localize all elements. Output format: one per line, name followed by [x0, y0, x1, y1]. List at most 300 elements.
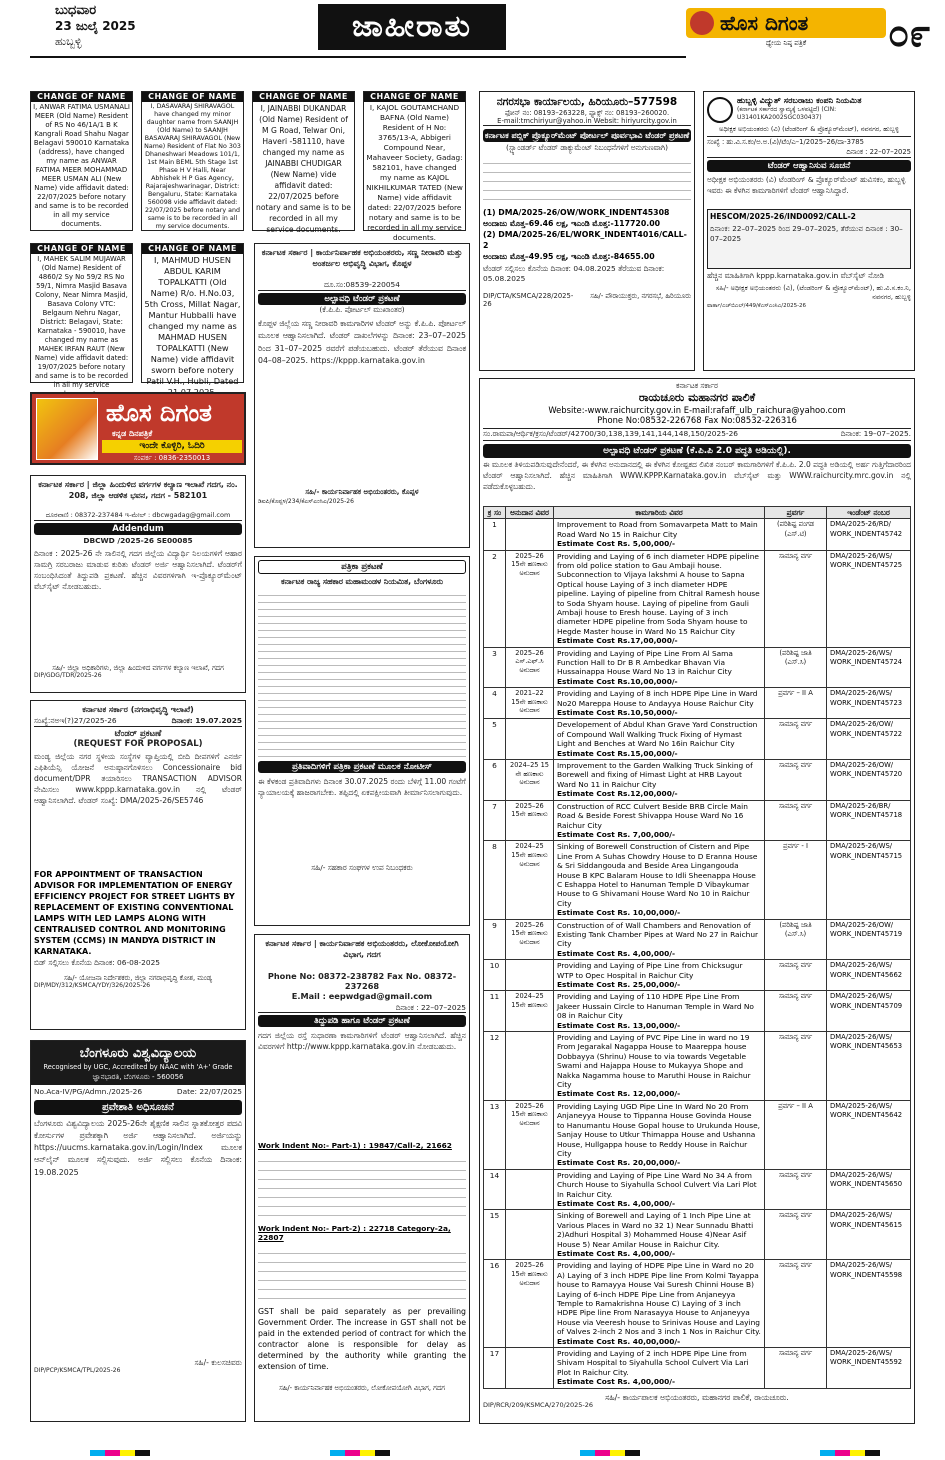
ad-ref: ಸಂಖ್ಯೆ:ನಅಇ(?)27/2025-26 [34, 716, 117, 725]
col-serial: ಕ್ರ ಸಂ [484, 506, 506, 518]
row-category-text: (ಪರಿಶಿಷ್ಟ ಪಂಗಡ (ಎಸ್.ಟಿ) [777, 520, 814, 538]
row-grant [506, 1260, 554, 1348]
row-indent-text: DMA/2025-26/WS/ WORK_INDENT45725 [830, 551, 903, 569]
hescom-ref: ಸಂಖ್ಯೆ : ಹು.ವಿ.ಸ.ಕಂ/ಅ.ಅ.(ವಿ)/ಟೆಂ/ಎ–1/2025–26/ದಾ-3785 [707, 138, 864, 146]
hiriyur-text-block [483, 155, 691, 207]
ad-heading: Addendum [34, 523, 242, 535]
press-sign: ಸಹಿ/- ಸಹಕಾರ ಸಂಘಗಳ ಉಪ ನಿಬಂಧಕರು [311, 863, 413, 873]
row-grant [506, 760, 554, 801]
ad-tender-no: DBCWD /2025-26 SE00085 [83, 535, 193, 545]
row-indent-text: DMA/2025-26/WS/ WORK_INDENT45709 [830, 992, 903, 1010]
hiriyur-item-4: ಅಂದಾಜು ಮೊತ್ತ–49.95 ಲಕ್ಷ, ಇಎಂಡಿ ಮೊತ್ತ:-84655.00 [483, 252, 655, 262]
notice-heading: ಪ್ರತಿವಾದಿಗಳಿಗೆ ಪತ್ರಿಕಾ ಪ್ರಕಟಣೆ ಮೂಲಕ ನೋಟೀಸ್ [258, 761, 466, 773]
row-serial [484, 519, 506, 550]
row-work [554, 919, 765, 960]
row-serial-text: 10 [489, 961, 500, 971]
masthead-left [55, 3, 265, 59]
section-title: ಜಾಹೀರಾತು [318, 4, 506, 50]
row-indent [827, 919, 911, 960]
row-work-text: Providing and Laying of 6 inch diameter HDPE pipeline from old police station to Gau Ambaji house. Subconnection to Vijaya lakshmi A house to Sapna Optical house Laying of 3 inch diameter HDPE pipeline. Laying of pipeline from Chitral Ramesh house to Soda Shyam house. Laying of pipeline from Gauli Ambaji house to Eresh house. Laying of 3 inch diameter HDPE pipeline from Soda Shyam house to Hegde Master house in Ward No 15 Raichur City [557, 551, 760, 636]
koppal-tender-ad [254, 243, 470, 548]
row-category-text: ಸಾಮಾನ್ಯ ವರ್ಗ [778, 801, 813, 810]
ad-subtitle: ಕನ್ನಡ ದಿನಪತ್ರಿಕೆ [112, 429, 153, 438]
row-work-text: Improvement to Road from Somavarpeta Matt to Main Road Ward No 15 in Raichur City [557, 520, 758, 539]
table-row [484, 841, 911, 919]
logo-tagline: ಧ್ಯೇಯ ನಿಷ್ಠ ಪತ್ರಿಕೆ [765, 39, 807, 47]
row-cost: Estimate Cost Rs. 4,00,000/- [557, 1248, 676, 1258]
row-indent [827, 519, 911, 550]
row-work [554, 647, 765, 688]
newspaper-logo [686, 8, 886, 58]
change-of-name-ad-4 [363, 91, 466, 242]
row-serial-text: 13 [489, 1101, 500, 1111]
row-work-text: Providing and Laying of 110 HDPE Pipe Line From Jakeer Hussain Circle to Hanuman Temple in Ward No 08 in Raichur City [557, 992, 754, 1021]
row-work [554, 991, 765, 1032]
pwd-body: ಗದಗ ಜಿಲ್ಲೆಯ ರಸ್ತೆ ಸುಧಾರಣಾ ಕಾಮಗಾರಿಗಳಿಗೆ ಟೆಂಡರ್ ಆಹ್ವಾನಿಸಲಾಗಿದೆ. ಹೆಚ್ಚಿನ ವಿವರಗಳಿಗೆ http://www.kppp.karnataka.gov.in ನೋಡಬಹುದು. [258, 1031, 466, 1052]
hiriyur-tender-ad [479, 91, 695, 371]
row-category [765, 800, 827, 841]
row-grant [506, 841, 554, 919]
row-serial-text: 5 [492, 720, 497, 730]
row-serial [484, 1032, 506, 1101]
bu-heading: ಪ್ರವೇಶಾತಿ ಅಧಿಸೂಚನೆ [34, 1100, 242, 1115]
change-of-name-ad-3 [252, 91, 355, 234]
logo-text: ಹೊಸ ದಿಗಂತ [720, 11, 809, 35]
press-text-block [258, 589, 466, 757]
raichur-ref: ಸಂ.ರಾಮಪಾ/ಆರ್ಥಿಕ/ಕ್ರಸಂ/ಟೆಂಡರ್/42700/30,138,139,141,144,148,150/2025-26 [483, 429, 738, 439]
raichur-date: ದಿನಾಂಕ: 19–07–2025. [840, 429, 911, 439]
raichur-works-table [483, 506, 911, 1389]
con-body: I, JAINABBI DUKANDAR (Old Name) Resident of M G Road, Telwar Oni, Haveri -581110, have changed my name as JAINABBI CHUDIGAR (New Name) vide affidavit dated: 22/07/2025 before notary and same is to be recorded in all my service documents. [256, 104, 351, 234]
row-category [765, 1348, 827, 1389]
registration-mark [90, 1450, 150, 1456]
table-row [484, 991, 911, 1032]
table-row [484, 760, 911, 801]
raichur-intro: ಈ ಮೂಲಕ ತಿಳಿಯಪಡಿಸುವುದೇನೆಂದರೆ, ಈ ಕೆಳಗಿನ ಅನುದಾನದಲ್ಲಿ ಈ ಕೆಳಗಿನ ಕೋಷ್ಟಕದ ಲಿಖಿತ ನಂಬರ್ ಕಾಮಗಾರಿಗಳಿಗೆ ಕೆ.ಪಿ.ಪಿ. 2.0 ಪದ್ಧತಿ ಅಡಿಯಲ್ಲಿ ಅರ್ಹ ಗುತ್ತಿಗೆದಾರರಿಂದ ಟೆಂಡರ್ ಆಹ್ವಾನಿಸಲಾಗಿದೆ. ಹೆಚ್ಚಿನ ಮಾಹಿತಿಗಾಗಿ WWW.KPPP.Karnataka.gov.in ವೆಬ್‌ಸೈಟ್ ಮತ್ತು WWW.raichurcity.mrc.gov.in ನಲ್ಲಿ ಪಡೆದುಕೊಳ್ಳಬಹುದು. [483, 459, 911, 491]
row-category-text: ಸಾಮಾನ್ಯ ವರ್ಗ [778, 992, 813, 1001]
row-grant [506, 1210, 554, 1260]
row-grant [506, 647, 554, 688]
con-header: CHANGE OF NAME [31, 92, 132, 102]
row-work [554, 1210, 765, 1260]
hiriyur-item-2: ಅಂದಾಜು ಮೊತ್ತ–69.46 ಲಕ್ಷ, ಇಎಂಡಿ ಮೊತ್ತ:-117720.00 [483, 219, 661, 229]
table-row [484, 1032, 911, 1101]
pwd-text-block-2 [258, 1245, 466, 1303]
hiriyur-phone: ಫೋನ್ ನಂ: 08193–263228, ಫ್ಯಾಕ್ಸ್ ನಂ: 08193–260020. [504, 109, 670, 117]
press-org: ಕರ್ನಾಟಕ ರಾಜ್ಯ ಸಹಕಾರ ಮಹಾಮಂಡಳ ನಿಯಮಿತ, ಬೆಂಗಳೂರು [281, 577, 443, 586]
bu-sign: ಸಹಿ/- ಕುಲಸಚಿವರು [194, 1357, 242, 1367]
row-category-text: ಪ್ರವರ್ಗ – II A [778, 689, 813, 698]
row-work-text: Providing and Laying of 2 inch HDPE Pipe Line from Shivam Hospital to Siyahulla School Culvert Via Lari Plot In Raichur City. [557, 1349, 749, 1377]
row-grant-text: 2025–26 15ನೇ ಹಣಕಾಸು ಅನುದಾನ [511, 1101, 548, 1128]
row-serial-text: 17 [489, 1349, 500, 1359]
hescom-web: ಹೆಚ್ಚಿನ ಮಾಹಿತಿಗಾಗಿ kppp.karnataka.gov.in ವೆಬ್‌ಸೈಟ್ ನೋಡಿ [707, 271, 885, 280]
row-indent [827, 1032, 911, 1101]
pwd-email: E.Mail : eepwdgad@gmail.com [291, 990, 433, 1001]
pwd-sign: ಸಹಿ/- ಕಾರ್ಯನಿರ್ವಾಹಕ ಅಭಿಯಂತರರು, ಲೋಕೋಪಯೋಗಿ ವಿಭಾಗ, ಗದಗ [279, 1384, 445, 1393]
ad-subject: FOR APPOINTMENT OF TRANSACTION ADVISOR FOR IMPLEMENTATION OF ENERGY EFFICIENCY PROJECT FOR STREET LIGHTS BY REPLACEMENT OF EXISTING CONVENTIONAL LAMPS WITH LED LAMPS ALONG WITH CENTRALISED CONTROL AND MONITORING SYSTEM (CCMS) IN MANDYA DISTRICT IN KARNATAKA. [34, 870, 235, 957]
row-work-text: Providing and Laying of PVC Pipe Line in ward no 19 From Jegarakal Nagappa House to Maareppa house Dobbayya (Shrinu) House to via towards Vegetable Swami and Hajappa House to Mukayya Shope and Nakka Nagamma house to Maruthi House in Raichur City [557, 1033, 751, 1090]
row-indent [827, 841, 911, 919]
row-category [765, 688, 827, 719]
newspaper-image-icon [36, 398, 98, 460]
row-grant-text: 2025–26 15ನೇ ಹಣಕಾಸು ಅನುದಾನ [511, 920, 548, 946]
col-work: ಕಾಮಗಾರಿಯ ವಿವರ [554, 506, 765, 518]
table-row [484, 1100, 911, 1169]
row-indent [827, 1210, 911, 1260]
row-cost: Estimate Cost Rs.10,50,000/- [557, 708, 678, 718]
row-category [765, 519, 827, 550]
ad-phone: ಸಂಪರ್ಕ : 0836-2350013 [133, 454, 211, 462]
row-serial [484, 550, 506, 647]
table-row [484, 1210, 911, 1260]
row-work-text: Providing and laying of HDPE Pipe Line in Ward no 20 A) Laying of 3 inch HDPE Pipe line From Kolmi Tayappa house to Ramayya House Vai Suresh Chinni House B) Laying of 6-inch HDPE Pipe Line from Anjaneyya Temple to Ramakrishna House C) Laying of 3 inch HDPE Pipe line From Narasayya House to Anjaneyya House via Veeresh house to Srinivas House and Laying of Valves 2-inch 2 Nos and 3 inch 1 Nos in Raichur City. [557, 1261, 761, 1337]
row-indent-text: DMA/2025-26/BR/ WORK_INDENT45718 [830, 801, 903, 820]
row-grant [506, 1100, 554, 1169]
hescom-address: ಅಧೀಕ್ಷಕ ಅಭಿಯಂತರರು (ವಿ) (ಟೆಂಡರಿಂಗ್ & ಪ್ರೊಕ್ಯೂರ್‌ಮೆಂಟ್), ನವನಗರ, ಹುಬ್ಬಳ್ಳಿ [719, 125, 899, 133]
row-category-text: ಸಾಮಾನ್ಯ ವರ್ಗ [778, 1349, 813, 1358]
row-cost: Estimate Cost Rs. 4,00,000/- [557, 1198, 676, 1208]
row-category [765, 719, 827, 760]
row-cost: Estimate Cost Rs.12,00,000/- [557, 789, 678, 799]
con-body: I, KAJOL GOUTAMCHAND BAFNA (Old Name) Resident of H No: 3765/13-A, Abbigeri Compound Near, Mahaveer Society, Gadag: 582101, have changed my name as KAJOL NIKHILKUMAR TATED (New Name) vide affidavit dated: 22/07/2025 before notary and same is to be recorded in all my service documents. [366, 103, 463, 242]
row-work [554, 688, 765, 719]
con-header: CHANGE OF NAME [142, 92, 243, 102]
raichur-org: ಕರ್ನಾಟಕ ಸರ್ಕಾರ [676, 381, 718, 390]
press-note-ad [254, 556, 470, 926]
row-serial [484, 1169, 506, 1210]
row-indent [827, 960, 911, 991]
hescom-body: ಅಧೀಕ್ಷಕ ಅಭಿಯಂತರರು (ವಿ) ಟೆಂಡರಿಂಗ್ & ಪ್ರೊಕ್ಯೂರ್‌ಮೆಂಟ್ ಹುವಿಸಕಂ, ಹುಬ್ಬಳ್ಳಿ ಇವರು ಈ ಕೆಳಗಿನ ಕಾಮಗಾರಿಗಳಿಗೆ ಟೆಂಡರ್ ಆಹ್ವಾನಿಸಿದ್ದಾರೆ. [707, 175, 906, 195]
con-body: I, DASAVARAJ SHIRAVAGOL have changed my minor daughter name from SAANJH (Old Name) to SAANJH BASAVARAJ SHIRAVAGOL (New Name) Resident of Flat No 303 Dhaneshwari Meadows 101/1, 1st Main BEML 5th Stage 1st Phase H V Halli, Near Abhishek H P Gas Agency, Rajarajeshwarinagar, District: Bengaluru, State: Karnataka 560098 vide affidavit dated: 22/07/2025 before notary and same is to be recorded in all my service documents. [144, 103, 241, 230]
row-serial-text: 8 [492, 842, 497, 852]
row-grant [506, 550, 554, 647]
row-grant-text: 2021–22 15ನೇ ಹಣಕಾಸು ಅನುದಾನ [511, 689, 548, 715]
hescom-tender-no: HESCOM/2025-26/IND0092/CALL-2 [710, 212, 856, 221]
row-indent-text: DMA/2025-26/WS/ WORK_INDENT45723 [830, 689, 903, 707]
change-of-name-ad-2 [141, 91, 244, 231]
hiriyur-heading: ಕರ್ನಾಟಕ ಪಬ್ಲಿಕ್ ಪ್ರೊಕ್ಯೂರ್‌ಮೆಂಟ್ ಪೋರ್ಟಲ್ ಪೂರ್ವಭಾವಿ ಟೆಂಡರ್ ಪ್ರಕಟಣೆ [484, 131, 690, 141]
raichur-tender-ad [479, 378, 915, 1424]
hiriyur-sub: (ಸ್ಟ್ಯಾಂಡರ್ಡ್ ಟೆಂಡರ್ ಡಾಕ್ಯುಮೆಂಟ್ ನಿಬಂಧನೆಗಳಿಗೆ ಅನುಗುಣವಾಗಿ) [506, 143, 668, 153]
row-category [765, 1032, 827, 1101]
row-serial-text: 6 [492, 761, 497, 771]
row-indent [827, 719, 911, 760]
hescom-dip: ವಾರ್ತಾ/ಎಚ್‌ಬಿಎಲ್/449/ಕೆಎಸ್‌ಎಂಸಿಎ/2025-26 [707, 302, 807, 309]
row-serial-text: 9 [492, 920, 497, 930]
raichur-phone: Phone No:08532-226768 Fax No:08532-226316 [597, 414, 797, 425]
raichur-dip: DIP/RCR/209/KSMCA/270/2025-26 [483, 1401, 593, 1409]
pwd-indent-2: Work Indent No:- Part-2) : 22718 Category-2a, 22807 [258, 1224, 451, 1243]
row-serial [484, 919, 506, 960]
hiriyur-item-1: (1) DMA/2025-26/OW/WORK_INDENT45308 [483, 208, 670, 218]
row-category-text: ಸಾಮಾನ್ಯ ವರ್ಗ [778, 1261, 813, 1270]
row-indent-text: DMA/2025-26/RD/ WORK_INDENT45742 [830, 520, 903, 538]
row-work [554, 719, 765, 760]
row-category-text: ಪ್ರವರ್ಗ - I [783, 842, 808, 851]
row-grant-text: 2024–25 15ನೇ ಹಣಕಾಸು ಅನುದಾನ [511, 842, 548, 868]
row-indent [827, 1100, 911, 1169]
row-serial [484, 1260, 506, 1348]
con-body: I, MAHMUD HUSEN ABDUL KARIM TOPALKATTI (Old Name) R/o. H.No.03, 5th Cross, Millat Nagar, Mantur Hubballi have changed my name as MAHMAD HUSEN TOPALKATTI (New Name) vide affidavit sworn before notery Patil V.H., Hubli, Dated [144, 255, 241, 386]
hiriyur-title: ನಗರಸಭಾ ಕಾರ್ಯಾಲಯ, ಹಿರಿಯೂರು–577598 [496, 96, 678, 108]
hescom-logo-icon [707, 97, 733, 123]
col-category: ಪ್ರವರ್ಗ [765, 506, 827, 518]
row-serial [484, 760, 506, 801]
con-body: I, ANWAR FATIMA USMANALI MEER (Old Name) Resident of RS No 46/1A/1 B K Kangrali Road Shahu Nagar Belagavi 590010 Karnataka (address), have changed my name as ANWAR FATIMA MEER MOHAMMAD MEER USMAN ALI (New Name) vide affidavit dated: 22/07/2025 before notary and same is to be recorded in all my service documents. [33, 103, 130, 228]
row-serial-text: 1 [492, 520, 497, 530]
row-indent-text: DMA/2025-26/OW/ WORK_INDENT45720 [830, 761, 903, 779]
row-category [765, 1260, 827, 1348]
pwd-text-block-1 [258, 1153, 466, 1223]
registration-mark [330, 1450, 390, 1456]
row-work [554, 519, 765, 550]
row-category [765, 550, 827, 647]
row-indent-text: DMA/2025-26/OW/ WORK_INDENT45719 [830, 920, 903, 938]
row-work [554, 1169, 765, 1210]
row-category [765, 991, 827, 1032]
change-of-name-ad-1 [30, 91, 133, 231]
con-header: CHANGE OF NAME [364, 92, 465, 102]
ad-subheading: (REQUEST FOR PROPOSAL) [73, 739, 203, 750]
bu-body: ಬೆಂಗಳೂರು ವಿಶ್ವವಿದ್ಯಾಲಯ 2025-26ನೇ ಶೈಕ್ಷಣಿಕ ಸಾಲಿನ ಸ್ನಾತಕೋತ್ತರ ಪದವಿ ಕೋರ್ಸುಗಳ ಪ್ರವೇಶಕ್ಕಾಗಿ ಅರ್ಜಿ ಆಹ್ವಾನಿಸಲಾಗಿದೆ. ಅರ್ಜಿಯನ್ನು https://uucms.karnataka.gov.in/Login/Index ಮೂಲಕ ಆನ್‌ಲೈನ್ ಮೂಲಕ ಸಲ್ಲಿಸುವುದು. ಅರ್ಜಿ ಸಲ್ಲಿಸಲು ಕೊನೆಯ ದಿನಾಂಕ: 19.08.2025 [34, 1118, 242, 1177]
masthead-day: ಬುಧವಾರ [55, 3, 97, 18]
row-serial-text: 11 [489, 992, 500, 1002]
ad-cta: ಇಂದೇ ಕೊಳ್ಳಿರಿ, ಓದಿರಿ [102, 440, 242, 453]
row-category-text: ಪ್ರವರ್ಗ – II A [778, 1101, 813, 1110]
row-work-text: Construction of RCC Culvert Beside BRB Circle Main Road & Beside Forest Shivappa House Ward No 16 Raichur City [557, 801, 748, 830]
bu-address: ಜ್ಞಾನಭಾರತಿ, ಬೆಂಗಳೂರು - 560056 [92, 1073, 184, 1081]
row-cost: Estimate Cost Rs. 5,00,000/- [557, 539, 676, 549]
registration-mark [580, 1450, 640, 1456]
table-row [484, 519, 911, 550]
ad-date: ದಿನಾಂಕ: 19.07.2025 [171, 716, 242, 725]
col-indent: ಇಂಡೆಂಟ್ ನಂಬರ [827, 506, 911, 518]
row-indent [827, 991, 911, 1032]
raichur-web: Website:-www.raichurcity.gov.in E-mail:rafaff_ulb_raichura@yahoo.com [548, 404, 846, 415]
row-work-text: Providing and Laying of Pipe Line From Al Sama Function Hall to Dr B R Ambedkar Bhavan Via Hussainappa House Ward No 13 in Raichur City [557, 648, 733, 677]
ad-body: ಮಂಡ್ಯ ಜಿಲ್ಲೆಯ ನಗರ ಸ್ಥಳೀಯ ಸಂಸ್ಥೆಗಳ ವ್ಯಾಪ್ತಿಯಲ್ಲಿ ಬೀದಿ ದೀಪಗಳಿಗೆ ಎನರ್ಜಿ ಎಫಿಶಿಯೆನ್ಸಿ ಯೋಜನೆ ಅನುಷ್ಠಾನಗೊಳಿಸಲು Concessionaire bid document/DPR ತಯಾರಿಸಲು TRANSACTION ADVISOR ನೇಮಿಸಲು www.kppp.karnataka.gov.in ನಲ್ಲಿ ಟೆಂಡರ್ ಆಹ್ವಾನಿಸಲಾಗಿದೆ. ಟೆಂಡರ್ ಸಂಖ್ಯೆ: DMA/2025-26/SE5746 [34, 752, 242, 806]
masthead-rule [30, 56, 686, 58]
masthead-date: 23 ಜುಲೈ 2025 [55, 19, 136, 33]
row-category [765, 919, 827, 960]
row-work-text: Sinking of Borewell and Laying of 1 Inch Pipe Line at Various Places in Ward no 32 1) Near Sunnadu Bhatti 2)Adhuri Hospital 3) Mohammed House 4)Near Asif House 5) Near Amilar House in Raichur City. [557, 1211, 754, 1249]
row-work-text: Providing and Laying of 8 inch HDPE Pipe Line in Ward No20 Mareppa House to Andayya House Raichur City [557, 689, 758, 708]
table-row [484, 1169, 911, 1210]
row-category-text: ಸಾಮಾನ್ಯ ವರ್ಗ [778, 720, 813, 729]
row-category-text: (ಪರಿಶಿಷ್ಟ ಜಾತಿ (ಎಸ್.ಸಿ) [779, 648, 812, 666]
registration-mark [820, 1450, 880, 1456]
row-serial [484, 960, 506, 991]
row-indent-text: DMA/2025-26/WS/ WORK_INDENT45715 [830, 842, 903, 860]
row-work [554, 1032, 765, 1101]
ad-dip: DIP/MDY/312/KSMCA/YDY/326/2025-26 [34, 982, 151, 990]
ad-org: ಕರ್ನಾಟಕ ಸರ್ಕಾರ (ನಗರಾಭಿವೃದ್ಧಿ ಇಲಾಖೆ) [82, 705, 194, 714]
pwd-gadag-ad [254, 934, 470, 1422]
masthead-city: ಹುಬ್ಬಳ್ಳಿ [55, 35, 82, 48]
row-indent [827, 1348, 911, 1389]
row-work [554, 841, 765, 919]
row-grant [506, 719, 554, 760]
row-cost: Estimate Cost Rs.10,00,000/- [557, 676, 678, 686]
row-grant [506, 1348, 554, 1389]
pwd-org: ಕರ್ನಾಟಕ ಸರ್ಕಾರ | ಕಾರ್ಯನಿರ್ವಾಹಕ ಅಭಿಯಂತರರು, ಲೋಕೋಪಯೋಗಿ ವಿಭಾಗ, ಗದಗ [265, 939, 459, 959]
row-indent [827, 647, 911, 688]
row-cost: Estimate Cost Rs. 7,00,000/- [557, 829, 676, 839]
row-grant [506, 1169, 554, 1210]
hescom-dates: ದಿನಾಂಕ: 22–07–2025 ರಿಂದ 29–07–2025, ತೆರೆಯುವ ದಿನಾಂಕ : 30–07–2025 [710, 224, 903, 244]
table-row [484, 800, 911, 841]
row-category [765, 1169, 827, 1210]
change-of-name-ad-6 [141, 243, 244, 386]
hiriyur-dates: ಟೆಂಡರ್ ಸಲ್ಲಿಸಲು ಕೊನೆಯ ದಿನಾಂಕ: 04.08.2025 ತೆರೆಯುವ ದಿನಾಂಕ: 05.08.2025 [483, 264, 665, 284]
row-cost: Estimate Cost Rs. 4,00,000/- [557, 948, 676, 958]
row-category-text: ಸಾಮಾನ್ಯ ವರ್ಗ [778, 961, 813, 970]
row-grant [506, 919, 554, 960]
hescom-title: ಹುಬ್ಬಳ್ಳಿ ವಿದ್ಯುತ್ ಸರಬರಾಜು ಕಂಪನಿ ನಿಯಮಿತ [737, 95, 862, 105]
ad-deadline: ಬಿಡ್ ಸಲ್ಲಿಸಲು ಕೊನೆಯ ದಿನಾಂಕ: 06-08-2025 [34, 958, 160, 968]
hescom-tender-ad [703, 91, 915, 371]
table-row [484, 688, 911, 719]
table-row [484, 1260, 911, 1348]
row-grant-text: 2025–26 15ನೇ ಹಣಕಾಸು [511, 801, 548, 819]
row-grant [506, 800, 554, 841]
con-header: CHANGE OF NAME [253, 92, 354, 102]
row-category-text: ಸಾಮಾನ್ಯ ವರ್ಗ [778, 1211, 813, 1220]
row-category-text: ಸಾಮಾನ್ಯ ವರ್ಗ [778, 1033, 813, 1042]
pwd-heading: ತಿದ್ದುಪಡಿ ಹಾಗೂ ಟೆಂಡರ್ ಪ್ರಕಟಣೆ [258, 1015, 466, 1027]
table-row [484, 919, 911, 960]
pwd-indent-1: Work Indent No:- Part-1) : 19847/Call-2, 21662 [258, 1141, 452, 1151]
table-row [484, 719, 911, 760]
row-grant [506, 1032, 554, 1101]
bu-date: Date: 22/07/2025 [176, 1087, 242, 1096]
table-row [484, 550, 911, 647]
ad-heading: ಅಲ್ಪಾವಧಿ ಟೆಂಡರ್ ಪ್ರಕಟಣೆ [258, 293, 466, 305]
row-grant [506, 991, 554, 1032]
ad-body: ಕೊಪ್ಪಳ ಜಿಲ್ಲೆಯ ಸಣ್ಣ ನೀರಾವರಿ ಕಾಮಗಾರಿಗಳ ಟೆಂಡರ್ ಅನ್ನು ಕೆ.ಪಿ.ಪಿ. ಪೋರ್ಟಲ್ ಮೂಲಕ ಆಹ್ವಾನಿಸಲಾಗಿದೆ. ಟೆಂಡರ್ ದಾಖಲೆಗಳನ್ನು ದಿನಾಂಕ: 23–07–2025 ರಿಂದ 31–07–2025 ರವರೆಗೆ ಪಡೆಯಬಹುದು. ಟೆಂಡರ್ ತೆರೆಯುವ ದಿನಾಂಕ 04–08–2025. https://kppp.karnataka.gov.in [258, 318, 466, 365]
row-grant [506, 960, 554, 991]
row-category-text: ಸಾಮಾನ್ಯ ವರ್ಗ [778, 761, 813, 770]
row-work-text: Developement of Abdul Khan Grave Yard Construction of Compound Wall Walking Truck Fixing of Hymast Light and Benches at Ward No 16in Raichur City [557, 720, 758, 749]
row-category-text: ಸಾಮಾನ್ಯ ವರ್ಗ [778, 1170, 813, 1179]
row-work-text: Construction of of Wall Chambers and Renovation of Existing Tank Chamber Pipes at Ward No 27 in Raichur City [557, 920, 759, 949]
row-cost: Estimate Cost Rs.15,00,000/- [557, 748, 678, 758]
row-cost: Estimate Cost Rs. 20,00,000/- [557, 1158, 681, 1168]
row-indent [827, 1260, 911, 1348]
row-serial-text: 12 [489, 1033, 500, 1043]
bu-header [31, 1041, 245, 1085]
row-work [554, 760, 765, 801]
row-work [554, 1100, 765, 1169]
bangalore-university-ad [30, 1040, 246, 1422]
hosa-diganta-ad [30, 392, 246, 465]
ad-dip: ಡಿಐಪಿ/ಕೊಪ್ಪಳ/234/ಕೆಎಸ್‌ಎಂಸಿಎ/2025-26 [258, 498, 354, 506]
pwd-phone: Phone No: 08372-238782 Fax No. 08372-237268 [267, 971, 457, 991]
row-category [765, 841, 827, 919]
row-category [765, 1210, 827, 1260]
row-serial-text: 14 [489, 1170, 500, 1180]
row-serial [484, 841, 506, 919]
ad-ref: ದೂರವಾಣಿ : 08372-237484 ಇ-ಮೇಲ್ : dbcwgadag@gmail.com [34, 512, 242, 521]
row-indent-text: DMA/2025-26/WS/ WORK_INDENT45642 [830, 1101, 903, 1120]
row-grant-text: 2024–25 15 ನೇ ಹಣಕಾಸು ಅನುದಾನ [510, 761, 549, 787]
row-work-text: Providing and Laying of Pipe Line Ward No 34 A from Church House to Siyahulla School Culvert Via Lari Plot In Raichur City. [557, 1170, 757, 1199]
row-work-text: Improvement to the Garden Walking Truck Sinking of Borewell and fixing of Himast Light at HRB Layout Ward No 11 in Raichur City [557, 761, 753, 789]
hescom-table [707, 209, 911, 269]
row-work [554, 960, 765, 991]
ad-body: ದಿನಾಂಕ : 2025-26 ನೇ ಸಾಲಿನಲ್ಲಿ ಗದಗ ಜಿಲ್ಲೆಯ ವಿದ್ಯಾರ್ಥಿ ನಿಲಯಗಳಿಗೆ ಆಹಾರ ಸಾಮಗ್ರಿ ಸರಬರಾಜು ಮಾಡುವ ಕುರಿತು ಟೆಂಡರ್ ಅರ್ಜಿ ಆಹ್ವಾನಿಸಲಾಗಿದೆ. ಟೆಂಡರ್‌ಗೆ ಸಂಬಂಧಿಸಿದಂತೆ ತಿದ್ದುಪಡಿ ಪ್ರಕಟಣೆ. ಹೆಚ್ಚಿನ ವಿವರಗಳಿಗಾಗಿ ಇ-ಪ್ರೊಕ್ಯೂರ್‌ಮೆಂಟ್ ವೆಬ್‌ಸೈಟ್ ನೋಡಬಹುದು. [34, 548, 242, 591]
row-category [765, 960, 827, 991]
row-cost: Estimate Cost Rs. 13,00,000/- [557, 1020, 681, 1030]
hescom-date: ದಿನಾಂಕ : 22–07–2025 [846, 148, 911, 156]
row-indent [827, 760, 911, 801]
row-category [765, 760, 827, 801]
press-body: ಈ ಕೆಳಕಂಡ ಪ್ರತಿವಾದಿಗಳು ದಿನಾಂಕ 30.07.2025 ರಂದು ಬೆಳಿಗ್ಗೆ 11.00 ಗಂಟೆಗೆ ನ್ಯಾಯಾಲಯಕ್ಕೆ ಹಾಜರಾಗಬೇಕು. ತಪ್ಪಿದಲ್ಲಿ ಏಕಪಕ್ಷೀಯವಾಗಿ ತೀರ್ಮಾನಿಸಲಾಗುವುದು. [258, 777, 466, 798]
row-indent [827, 1169, 911, 1210]
logo-emblem-icon [690, 11, 714, 35]
bu-ref: No.Aca-IV/PG/Admn./2025-26 [34, 1087, 143, 1096]
table-row [484, 647, 911, 688]
con-body: I, MAHEK SALIM MUJAWAR (Old Name) Resident of 4860/2 Sy No 59/2 RS No 59/1, Nimra Masjid Basava Colony, Near Nimra Masjid, Basava Colony VTC: Belgaum Nehru Nagar, District: Belagavi, State: Karnataka - 590010, have changed my name as MAHEK IRFAN RAUT (New Name) vide affidavit dated: 19/07/2025 before notary and same is to be recorded in all my service [34, 255, 129, 389]
raichur-title: ರಾಯಚೂರು ಮಹಾನಗರ ಪಾಲಿಕೆ [638, 390, 756, 404]
hiriyur-email: E-mail:tmchiriyur@yahoo.in Websit: hiriyurcity.gov.in [483, 117, 691, 126]
row-work [554, 1260, 765, 1348]
row-cost: Estimate Cost Rs. 40,00,000/- [557, 1336, 681, 1346]
pwd-date: ದಿನಾಂಕ : 22–07–2025 [258, 1004, 466, 1014]
bu-accreditation: Recognised by UGC, Accredited by NAAC with 'A+' Grade [43, 1063, 233, 1071]
ad-sign: ಸಹಿ/- ಯೋಜನಾ ನಿರ್ದೇಶಕರು, ಜಿಲ್ಲಾ ನಗರಾಭಿವೃದ್ಧಿ ಕೋಶ, ಮಂಡ್ಯ [63, 974, 213, 983]
col-grant: ಅನುದಾನ ವಿವರ [506, 506, 554, 518]
row-grant [506, 519, 554, 550]
row-indent [827, 550, 911, 647]
ad-ref: ದೂ.ಸಂ:08539-220054 [258, 281, 466, 291]
press-heading: ಪತ್ರಿಕಾ ಪ್ರಕಟಣೆ [258, 560, 466, 574]
row-grant-text: 2025–26 ಎಸ್.ಎಫ್.ಸಿ ಅನುದಾನ [515, 648, 544, 674]
row-serial [484, 1348, 506, 1389]
row-serial [484, 719, 506, 760]
row-work-text: Sinking of Borewell Construction of Cistern and Pipe Line From A Suhas Chowdry House to D Eranna House & Sri Siddangouda and Beside Area Lingangouda House B KPC Balaram House to Idli Sheenappa House C Eshappa Hotel to Hanuman Temple D Vibaykumar House to G Shivamani House Ward No 10 in Raichur City [557, 842, 758, 908]
urban-rfp-ad [30, 700, 246, 1030]
row-category [765, 1100, 827, 1169]
row-indent-text: DMA/2025-26/OW/ WORK_INDENT45722 [830, 720, 903, 738]
row-work [554, 1348, 765, 1389]
row-serial-text: 16 [489, 1261, 500, 1271]
row-work [554, 550, 765, 647]
hiriyur-dip: DIP/CTA/KSMCA/228/2025-26 [483, 292, 574, 309]
raichur-sign: ಸಹಿ/- ಕಾರ್ಯಪಾಲಕ ಅಭಿಯಂತರರು, ಮಹಾನಗರ ಪಾಲಿಕೆ, ರಾಯಚೂರು. [605, 1392, 789, 1402]
row-serial [484, 1210, 506, 1260]
hiriyur-sign: ಸಹಿ/- ಪೌರಾಯುಕ್ತರು, ನಗರಸಭೆ, ಹಿರಿಯೂರು [590, 292, 691, 301]
row-indent-text: DMA/2025-26/WS/ WORK_INDENT45650 [830, 1170, 903, 1189]
hescom-sub: (ಕರ್ನಾಟಕ ಸರ್ಕಾರದ ಸ್ವಾಮ್ಯಕ್ಕೆ ಒಳಪಟ್ಟಿದೆ) (CIN: U31401KA2002SGC030437) [737, 106, 837, 121]
row-serial-text: 15 [489, 1211, 500, 1221]
hiriyur-item-3: (2) DMA/2025-26/EL/WORK_INDENT4016/CALL-2 [483, 230, 687, 251]
row-cost: Estimate Cost Rs. 10,00,000/- [557, 908, 681, 918]
ad-dip: DIP/GDG/TDR/2025-26 [34, 671, 102, 679]
row-cost: Estimate Cost Rs.17,00,000/- [557, 636, 678, 646]
ad-subheading: (ಕೆ.ಪಿ.ಪಿ. ಪೋರ್ಟಲ್ ಮುಖಾಂತರ) [319, 304, 405, 314]
ad-org: ಕರ್ನಾಟಕ ಸರ್ಕಾರ | ಜಿಲ್ಲಾ ಹಿಂದುಳಿದ ವರ್ಗಗಳ ಕಲ್ಯಾಣ ಇಲಾಖೆ ಗದಗ, ನಂ. 208, ಜಿಲ್ಲಾ ಆಡಳಿತ ಭವನ, ಗದಗ - 582101 [38, 480, 238, 500]
row-grant-text: 2025–26 15ನೇ ಹಣಕಾಸು ಅನುದಾನ [511, 551, 548, 577]
row-indent-text: DMA/2025-26/WS/ WORK_INDENT45615 [830, 1211, 903, 1229]
row-indent-text: DMA/2025-26/WS/ WORK_INDENT45662 [830, 961, 903, 979]
change-of-name-ad-5 [30, 243, 133, 389]
con-header: CHANGE OF NAME [142, 244, 243, 254]
row-cost: Estimate Cost Rs. 4,00,000/- [557, 1377, 676, 1387]
raichur-heading: ಅಲ್ಪಾವಧಿ ಟೆಂಡರ್ ಪ್ರಕಟಣೆ (ಕೆ.ಪಿ.ಪಿ 2.0 ಪದ್ಧತಿ ಅಡಿಯಲ್ಲಿ). [483, 444, 911, 458]
row-serial [484, 688, 506, 719]
